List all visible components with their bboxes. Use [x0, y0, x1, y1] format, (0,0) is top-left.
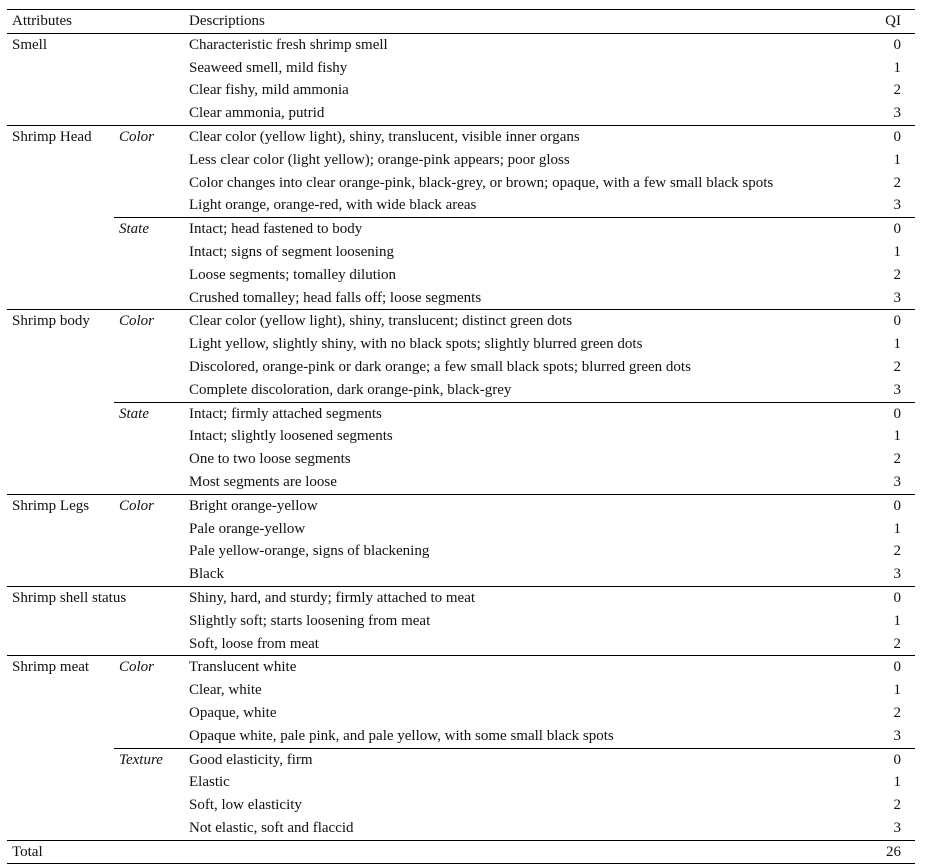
description-cell: Discolored, orange-pink or dark orange; a few small black spots; blurred green dots: [189, 358, 691, 375]
header-qi: QI: [870, 10, 915, 34]
description-cell: Light yellow, slightly shiny, with no black spots; slightly blurred green dots: [189, 336, 643, 353]
description-cell: Bright orange-yellow: [184, 494, 870, 517]
description-cell: Pale yellow-orange, signs of blackening: [189, 543, 430, 560]
qi-cell: 2: [893, 266, 901, 283]
qi-cell: 0: [870, 218, 915, 241]
description-cell: Elastic: [189, 774, 230, 791]
qi-cell: 1: [893, 682, 901, 699]
table-body: [7, 33, 915, 840]
qi-cell: 1: [893, 336, 901, 353]
description-cell: Intact; signs of segment loosening: [189, 243, 394, 260]
qi-cell: 3: [893, 727, 901, 744]
qi-cell: 3: [893, 473, 901, 490]
attribute-cell: Shrimp shell status: [7, 586, 184, 655]
qi-cell: 3: [893, 289, 901, 306]
attribute-cell: Shrimp body: [7, 310, 114, 494]
header-attributes: Attributes: [7, 10, 184, 34]
description-cell: Seaweed smell, mild fishy: [189, 59, 348, 76]
qi-cell: 0: [870, 494, 915, 517]
total-label: Total: [7, 840, 870, 864]
attribute-cell: Shrimp Legs: [7, 494, 114, 586]
description-cell: Clear ammonia, putrid: [189, 105, 325, 122]
qi-cell: 3: [893, 381, 901, 398]
table-header-row: [7, 10, 915, 34]
description-cell: Clear fishy, mild ammonia: [189, 82, 349, 99]
qi-cell: 1: [893, 59, 901, 76]
sub-attribute-cell: Color: [114, 494, 184, 586]
qi-cell: 2: [893, 704, 901, 721]
header-descriptions: Descriptions: [184, 10, 870, 34]
description-cell: Not elastic, soft and flaccid: [189, 819, 354, 836]
description-cell: Good elasticity, firm: [184, 748, 870, 771]
sub-attribute-cell: State: [114, 402, 184, 494]
description-cell: Shiny, hard, and sturdy; firmly attached to meat: [184, 586, 870, 609]
qi-cell: 1: [893, 774, 901, 791]
total-row: [7, 840, 915, 864]
table-row: [7, 656, 915, 679]
description-cell: Soft, low elasticity: [189, 797, 302, 814]
table-row: [7, 310, 915, 333]
sub-attribute-cell: Color: [114, 125, 184, 217]
description-cell: Intact; head fastened to body: [184, 218, 870, 241]
qi-cell: 2: [893, 82, 901, 99]
description-cell: Intact; slightly loosened segments: [189, 428, 393, 445]
attribute-cell: Smell: [7, 33, 184, 125]
description-cell: Opaque, white: [189, 704, 277, 721]
table-row: [7, 494, 915, 517]
description-cell: Opaque white, pale pink, and pale yellow, with some small black spots: [189, 727, 614, 744]
description-cell: Clear color (yellow light), shiny, translucent; distinct green dots: [184, 310, 870, 333]
qi-cell: 3: [893, 566, 901, 583]
description-cell: Black: [189, 566, 224, 583]
qi-cell: 0: [870, 402, 915, 425]
qi-cell: 3: [893, 197, 901, 214]
description-cell: Slightly soft; starts loosening from meat: [189, 612, 431, 629]
qi-cell: 2: [893, 174, 901, 191]
description-cell: Light orange, orange-red, with wide black areas: [189, 197, 477, 214]
qi-cell: 3: [893, 105, 901, 122]
qi-cell: 1: [893, 612, 901, 629]
sub-attribute-cell: Color: [114, 310, 184, 402]
qi-cell: 0: [870, 33, 915, 56]
description-cell: Clear, white: [189, 682, 262, 699]
qi-cell: 0: [870, 125, 915, 148]
description-cell: Crushed tomalley; head falls off; loose segments: [189, 289, 482, 306]
qi-cell: 3: [893, 819, 901, 836]
description-cell: Less clear color (light yellow); orange-pink appears; poor gloss: [189, 151, 570, 168]
qi-cell: 0: [870, 748, 915, 771]
description-cell: Clear color (yellow light), shiny, translucent, visible inner organs: [184, 125, 870, 148]
qi-cell: 1: [893, 151, 901, 168]
sub-attribute-cell: State: [114, 218, 184, 310]
qi-cell: 2: [893, 358, 901, 375]
description-cell: Loose segments; tomalley dilution: [189, 266, 397, 283]
qi-cell: 2: [893, 635, 901, 652]
total-qi: 26: [870, 840, 915, 864]
table-row: [7, 125, 915, 148]
table-row: [7, 402, 915, 425]
qi-cell: 0: [870, 310, 915, 333]
sub-attribute-cell: Texture: [114, 748, 184, 840]
qi-cell: 1: [893, 520, 901, 537]
qi-cell: 2: [893, 797, 901, 814]
description-cell: Most segments are loose: [189, 473, 337, 490]
qi-cell: 2: [893, 543, 901, 560]
sub-attribute-cell: Color: [114, 656, 184, 748]
qi-cell: 0: [870, 656, 915, 679]
qi-scheme-table: [7, 9, 915, 864]
table-row: [7, 218, 915, 241]
description-cell: Translucent white: [184, 656, 870, 679]
table-row: [7, 748, 915, 771]
description-cell: Characteristic fresh shrimp smell: [184, 33, 870, 56]
attribute-cell: Shrimp meat: [7, 656, 114, 840]
description-cell: One to two loose segments: [189, 451, 351, 468]
table-row: [7, 33, 915, 56]
table-row: [7, 586, 915, 609]
qi-cell: 1: [893, 428, 901, 445]
description-cell: Intact; firmly attached segments: [184, 402, 870, 425]
description-cell: Complete discoloration, dark orange-pink, black-grey: [189, 381, 512, 398]
attribute-cell: Shrimp Head: [7, 125, 114, 309]
description-cell: Pale orange-yellow: [189, 520, 306, 537]
qi-cell: 0: [870, 586, 915, 609]
description-cell: Soft, loose from meat: [189, 635, 319, 652]
qi-cell: 1: [893, 243, 901, 260]
qi-cell: 2: [893, 451, 901, 468]
description-cell: Color changes into clear orange-pink, black-grey, or brown; opaque, with a few small black spots: [189, 174, 774, 191]
